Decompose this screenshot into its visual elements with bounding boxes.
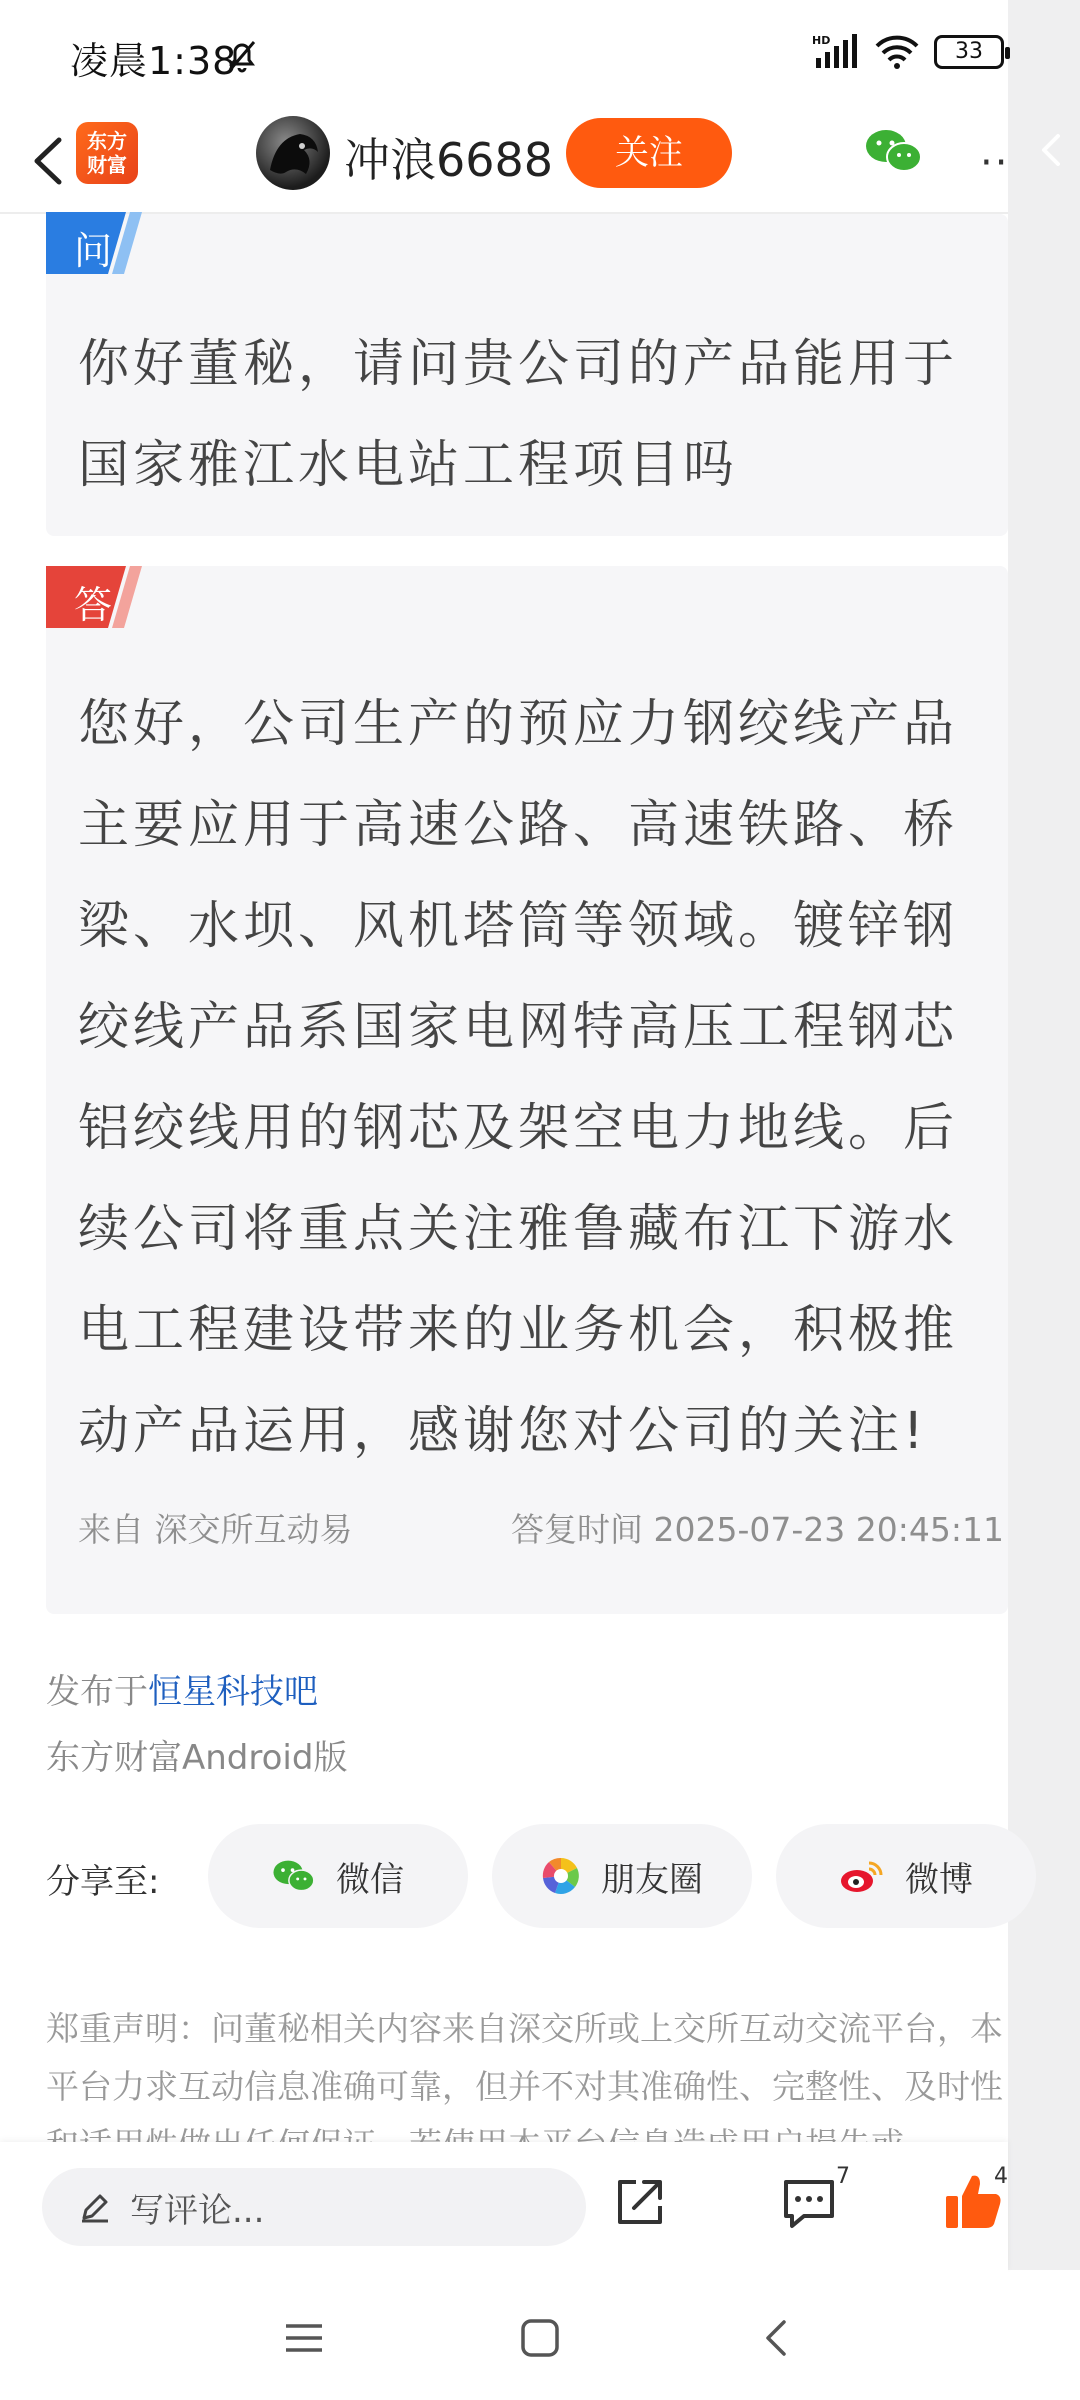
- app-logo[interactable]: [76, 122, 138, 184]
- back-button[interactable]: [18, 126, 78, 196]
- back-arrow-icon: [31, 136, 65, 186]
- share-moments-label: 朋友圈: [601, 1859, 703, 1900]
- answer-reply-time: 答复时间 2025-07-23 20:45:11: [511, 1510, 1004, 1549]
- more-options-icon[interactable]: ··: [980, 140, 1010, 186]
- answer-tag: [46, 566, 172, 628]
- status-indicators: [812, 34, 1004, 70]
- publish-info: [46, 1664, 318, 1713]
- moments-icon: [541, 1856, 581, 1896]
- system-nav-bar: [0, 2272, 1080, 2400]
- answer-card: [46, 566, 1008, 1614]
- comment-count: 7: [836, 2164, 850, 2189]
- app-version: 东方财富Android版: [46, 1738, 348, 1778]
- comment-placeholder: 写评论...: [130, 2190, 265, 2231]
- app-logo-text: 东方财富: [87, 129, 127, 177]
- share-wechat-label: 微信: [336, 1859, 404, 1900]
- network-type: HD: [812, 34, 831, 47]
- share-wechat-button[interactable]: [208, 1824, 468, 1928]
- back-nav-icon[interactable]: [756, 2316, 800, 2360]
- battery-indicator: 33: [934, 35, 1004, 69]
- status-bar: [0, 0, 1008, 110]
- publish-prefix: 发布于: [46, 1672, 148, 1712]
- home-icon[interactable]: [518, 2316, 562, 2360]
- wechat-icon[interactable]: [864, 126, 924, 176]
- signal-icon: [812, 34, 860, 70]
- share-moments-button[interactable]: [492, 1824, 752, 1928]
- comment-icon[interactable]: [780, 2176, 838, 2232]
- share-out-icon[interactable]: [612, 2174, 668, 2230]
- share-weibo-button[interactable]: [776, 1824, 1036, 1928]
- dragon-avatar-icon: [256, 116, 330, 190]
- menu-icon[interactable]: [282, 2316, 326, 2360]
- forum-link[interactable]: 恒星科技吧: [148, 1672, 318, 1712]
- weibo-icon: [839, 1857, 885, 1895]
- side-panel-strip[interactable]: [1008, 0, 1080, 2270]
- question-card: [46, 214, 1008, 536]
- status-time: 凌晨1:38: [70, 39, 238, 83]
- disclaimer-text: 郑重声明：问董秘相关内容来自深交所或上交所互动交流平台，本平台力求互动信息准确可靠，但并不对其准确性、完整性、及时性: [46, 2009, 1003, 2106]
- bottom-action-bar: [0, 2142, 1008, 2272]
- answer-source: 来自 深交所互动易: [78, 1510, 353, 1549]
- bell-muted-icon: [222, 36, 262, 76]
- question-text: 你好董秘，请问贵公司的产品能用于国家雅江水电站工程项目吗: [78, 335, 959, 495]
- pencil-icon: [78, 2190, 112, 2224]
- answer-text: 您好，公司生产的预应力钢绞线产品主要应用于高速公路、高速铁路、桥梁、水坝、风机塔筒等领域。镀锌钢绞线产品系国家电网特高压工程钢芯铝绞线用的钢芯及架空电力地线。后续公司将重点关注雅鲁藏布江下游水电工程建设带来的业务机会，积极推动产品运用，感谢您对公司的关注!: [78, 695, 959, 1461]
- username[interactable]: 冲浪6688: [344, 133, 554, 187]
- comment-input[interactable]: [42, 2168, 586, 2246]
- follow-button[interactable]: 关注: [566, 118, 732, 188]
- top-nav-bar: [0, 110, 1008, 214]
- wifi-icon: [874, 34, 920, 70]
- like-count: 4: [994, 2164, 1008, 2189]
- question-tag-label: 问: [74, 229, 113, 273]
- chevron-left-icon[interactable]: [1032, 130, 1072, 170]
- answer-tag-label: 答: [74, 583, 113, 627]
- avatar[interactable]: [256, 116, 330, 190]
- wechat-icon: [272, 1857, 316, 1895]
- share-weibo-label: 微博: [905, 1859, 973, 1900]
- share-label: 分享至:: [46, 1862, 160, 1902]
- question-tag: [46, 212, 172, 274]
